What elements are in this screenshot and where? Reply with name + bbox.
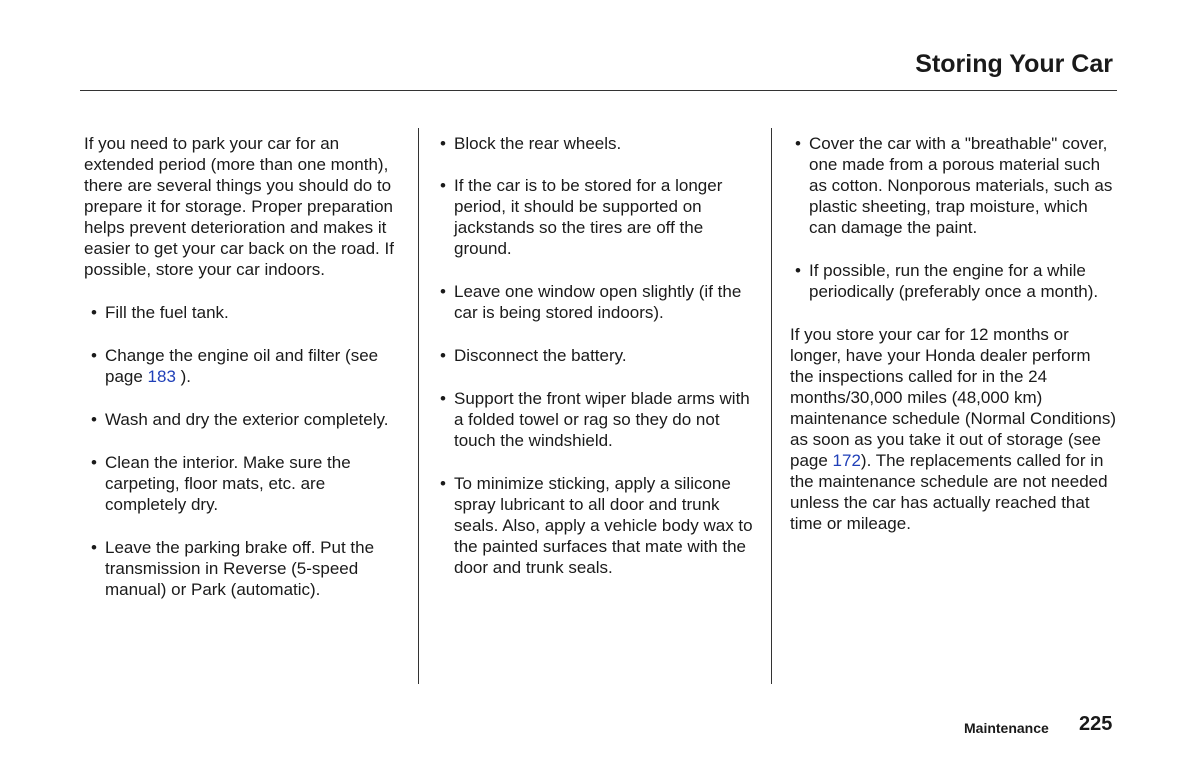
bullet-lubricant: • To minimize sticking, apply a silicone spray lubricant to all door and trunk seals. Also, apply a vehicle body wax to the painted surfaces that mate with the door and trunk seals. bbox=[440, 474, 753, 577]
bullet-wheels: • Block the rear wheels. bbox=[440, 134, 622, 153]
footer-section-label: Maintenance bbox=[964, 720, 1049, 736]
page-title: Storing Your Car bbox=[915, 50, 1113, 78]
column-2 bbox=[437, 133, 759, 600]
header-rule bbox=[80, 90, 1117, 91]
bullet-oil: • Change the engine oil and filter (see page 183 ). bbox=[91, 346, 379, 386]
bullet-window: • Leave one window open slightly (if the car is being stored indoors). bbox=[440, 282, 742, 322]
bullet-cover: • Cover the car with a "breathable" cover, one made from a porous material such as cotton. Nonporous materials, such as plastic sheeting, trap moisture, which can damage the paint. bbox=[795, 134, 1113, 237]
bullet-fuel: • Fill the fuel tank. bbox=[91, 303, 229, 322]
page-number: 225 bbox=[1079, 713, 1113, 735]
bullet-battery: • Disconnect the battery. bbox=[440, 346, 627, 365]
bullet-wiper: • Support the front wiper blade arms with a folded towel or rag so they do not touch the windshield. bbox=[440, 389, 750, 450]
column-3 bbox=[790, 133, 1116, 556]
bullet-jackstands: • If the car is to be stored for a longer period, it should be supported on jackstands so the tires are off the ground. bbox=[440, 176, 723, 258]
page-link-172[interactable]: 172 bbox=[832, 451, 861, 470]
bullet-brake: • Leave the parking brake off. Put the transmission in Reverse (5-speed manual) or Park (automatic). bbox=[91, 538, 375, 599]
bullet-interior: • Clean the interior. Make sure the carpeting, floor mats, etc. are completely dry. bbox=[91, 453, 351, 514]
column-1 bbox=[84, 133, 406, 622]
column-divider-2 bbox=[771, 128, 772, 684]
intro-paragraph: If you need to park your car for an extended period (more than one month), there are several things you should do to prepare it for storage. Proper preparation helps prevent deterioration and makes it easier to get your car back on the road. If possible, store your car indoors. bbox=[84, 134, 394, 279]
bullet-wash: • Wash and dry the exterior completely. bbox=[91, 410, 389, 429]
long-storage-paragraph: If you store your car for 12 months or longer, have your Honda dealer perform the inspections called for in the 24 months/30,000 miles (48,000 km) maintenance schedule (Normal Conditions) as soon as you take it out of storage (see page 172). The replacements called for in the maintenance schedule are not needed unless the car has actually reached that time or mileage. bbox=[790, 325, 1116, 533]
column-divider-1 bbox=[418, 128, 419, 684]
page-link-183[interactable]: 183 bbox=[147, 367, 176, 386]
bullet-engine: • If possible, run the engine for a while periodically (preferably once a month). bbox=[795, 261, 1099, 301]
